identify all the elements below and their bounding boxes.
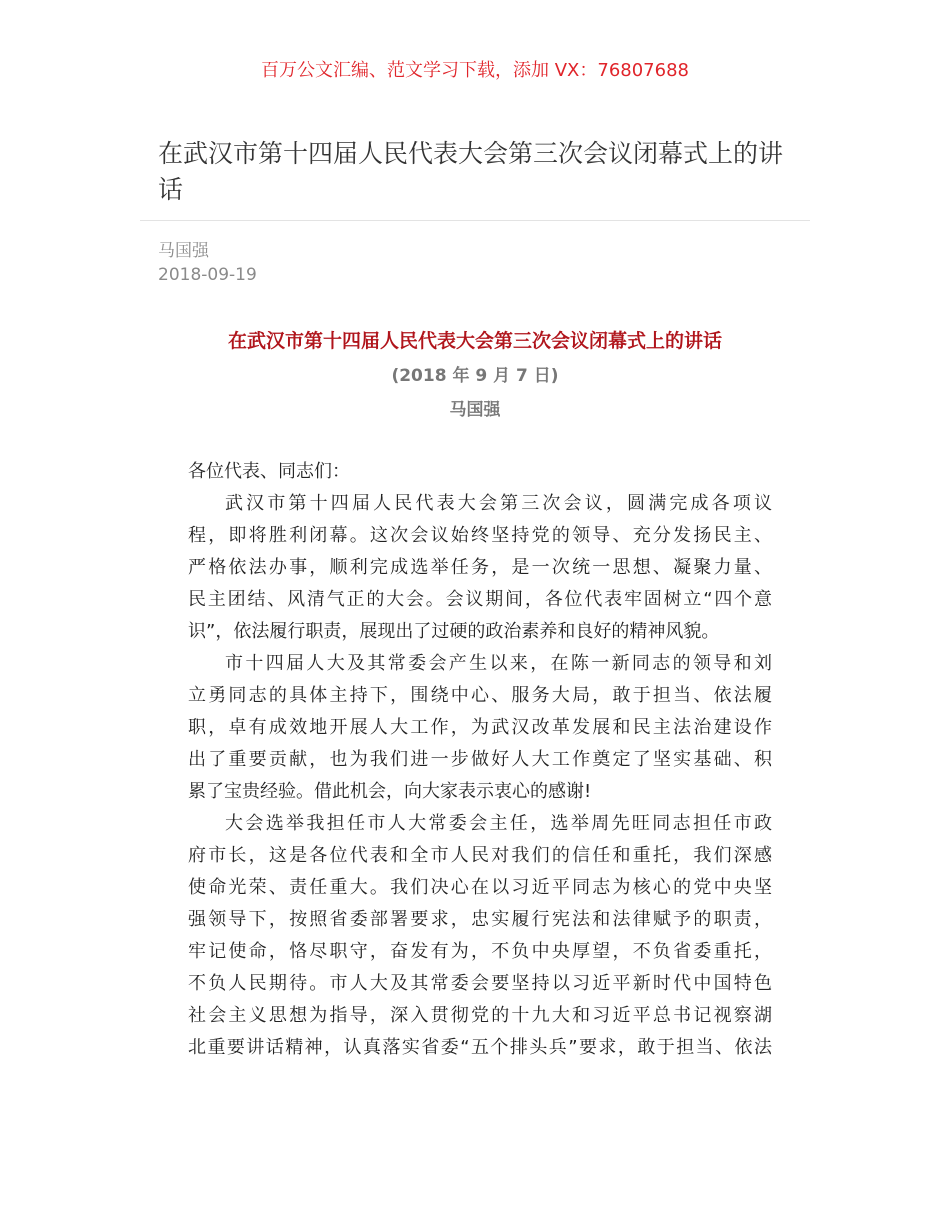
paragraph-line: 识”，依法履行职责，展现出了过硬的政治素养和良好的精神风貌。	[188, 621, 720, 642]
article-meta	[158, 239, 257, 287]
paragraph-line: 市十四届人大及其常委会产生以来，在陈一新同志的领导和刘	[225, 653, 772, 674]
paragraph-line: 武汉市第十四届人民代表大会第三次会议，圆满完成各项议	[225, 493, 772, 514]
page-title: 在武汉市第十四届人民代表大会第三次会议闭幕式上的讲话	[158, 139, 784, 204]
document-body	[188, 456, 772, 1064]
paragraph-line: 强领导下，按照省委部署要求，忠实履行宪法和法律赋予的职责，	[188, 909, 772, 930]
paragraph-line: 使命光荣、责任重大。我们决心在以习近平同志为核心的党中央坚	[188, 877, 772, 898]
promo-banner: 百万公文汇编、范文学习下载，添加 VX：76807688	[261, 60, 689, 81]
paragraph-line: 累了宝贵经验。借此机会，向大家表示衷心的感谢!	[188, 781, 592, 802]
salutation: 各位代表、同志们：	[188, 461, 350, 482]
document-title: 在武汉市第十四届人民代表大会第三次会议闭幕式上的讲话	[227, 330, 722, 352]
paragraph-line: 牢记使命，恪尽职守，奋发有为，不负中央厚望，不负省委重托，	[188, 941, 772, 962]
paragraph-line: 社会主义思想为指导，深入贯彻党的十九大和习近平总书记视察湖	[188, 1005, 772, 1026]
publish-date: 2018-09-19	[158, 265, 257, 285]
paragraph-line: 严格依法办事，顺利完成选举任务，是一次统一思想、凝聚力量、	[188, 557, 772, 578]
document-date: (2018 年 9 月 7 日)	[391, 366, 559, 386]
paragraph-line: 北重要讲话精神，认真落实省委“五个排头兵”要求，敢于担当、依法	[188, 1037, 772, 1058]
paragraph-line: 不负人民期待。市人大及其常委会要坚持以习近平新时代中国特色	[188, 973, 772, 994]
author: 马国强	[158, 241, 209, 261]
paragraph-line: 程，即将胜利闭幕。这次会议始终坚持党的领导、充分发扬民主、	[188, 525, 772, 546]
paragraph-line: 民主团结、风清气正的大会。会议期间，各位代表牢固树立“四个意	[188, 589, 772, 610]
paragraph-line: 府市长，这是各位代表和全市人民对我们的信任和重托，我们深感	[188, 845, 772, 866]
document-author: 马国强	[449, 400, 501, 420]
paragraph-line: 大会选举我担任市人大常委会主任，选举周先旺同志担任市政	[225, 813, 772, 834]
paragraph-line: 出了重要贡献，也为我们进一步做好人大工作奠定了坚实基础、积	[188, 749, 772, 770]
paragraph-line: 立勇同志的具体主持下，围绕中心、服务大局，敢于担当、依法履	[188, 685, 772, 706]
divider	[140, 220, 810, 221]
paragraph-line: 职，卓有成效地开展人大工作，为武汉改革发展和民主法治建设作	[188, 717, 772, 738]
